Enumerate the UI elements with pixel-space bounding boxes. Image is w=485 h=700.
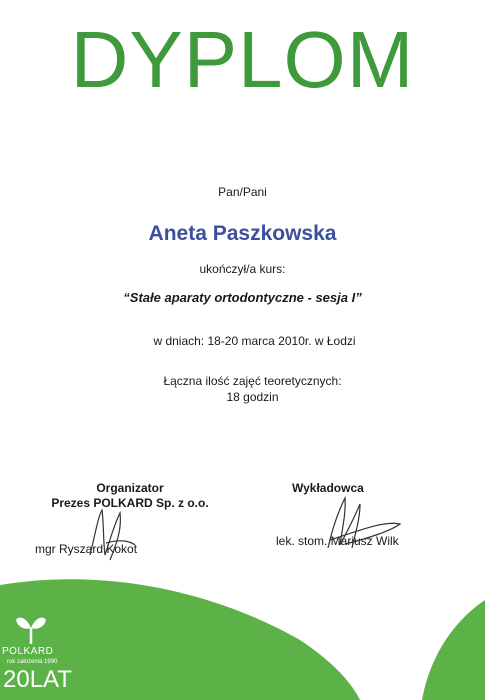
green-swoosh-right (422, 600, 485, 700)
organizer-person: mgr Ryszard Kokot (35, 542, 138, 556)
lecturer-person: lek. stom. Mariusz Wilk (276, 534, 399, 548)
hours-value: 18 godzin (226, 390, 279, 404)
hours-label: Łączna ilość zajęć teoretycznych: (163, 374, 342, 388)
completed-label: ukończył/a kurs: (199, 262, 286, 276)
organizer-signature (80, 505, 140, 565)
organizer-role: Prezes POLKARD Sp. z o.o. (51, 496, 209, 510)
lecturer-signature (300, 490, 410, 560)
logo-brand: POLKARD (2, 646, 54, 657)
dates-line: w dniach: 18-20 marca 2010r. w Łodzi (153, 334, 356, 348)
salutation: Pan/Pani (218, 185, 267, 199)
logo-anniversary: 20LAT (3, 666, 72, 693)
logo-founded: rok założenia 1990 (7, 659, 58, 665)
course-name: “Stałe aparaty ortodontyczne - sesja I” (123, 290, 362, 305)
sprout-icon (16, 612, 46, 644)
organizer-heading: Organizator (96, 481, 164, 495)
diploma-title: DYPLOM (70, 15, 415, 104)
lecturer-heading: Wykładowca (292, 481, 364, 495)
recipient-name: Aneta Paszkowska (148, 222, 337, 245)
